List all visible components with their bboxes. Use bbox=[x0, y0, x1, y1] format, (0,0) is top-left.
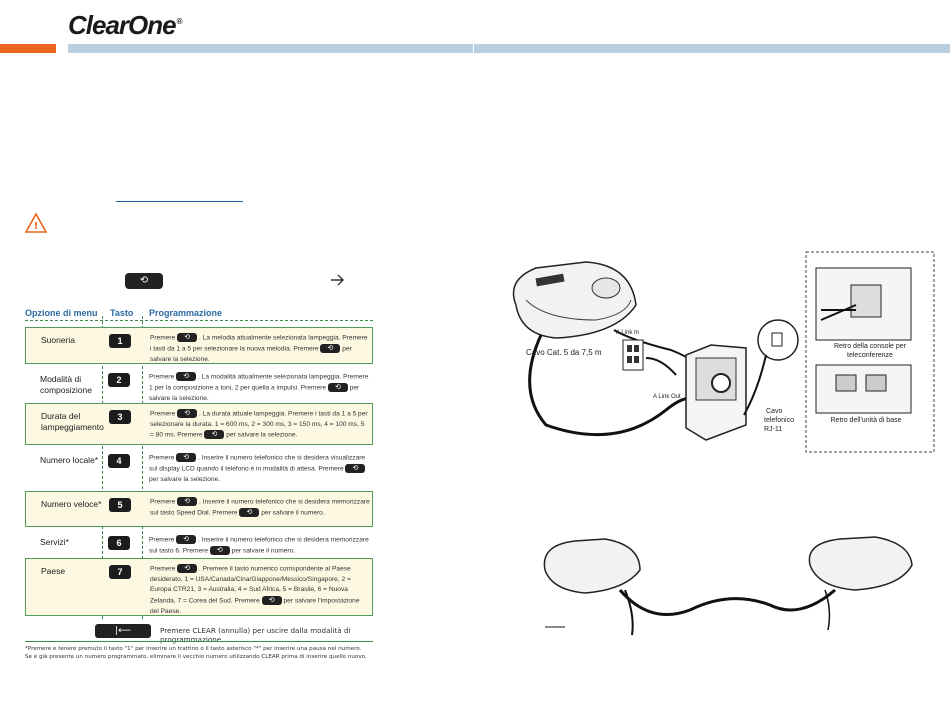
table-row bbox=[25, 530, 373, 556]
row-programming: Premere ⟲ . Inserire il numero telefonico che si desidera memorizzare sul tasto Speed Dial. Premere ⟲ per salvare il numero. bbox=[150, 498, 370, 516]
row-programming: Premere ⟲ . Premere il tasto numerico corrispondente al Paese desiderato. 1 = USA/Canada/Cina/Giappone/Messico/Singapore, 2 = Europa CTR21, 3 = Australia, 4 = Sud Africa, 5 = Brasile, 6 = Nuova Zelanda, 7 = Corea del Sud. Premere ⟲ per salvare l'impostazione del Paese. bbox=[150, 565, 360, 615]
row-label: Numero veloce* bbox=[41, 499, 102, 509]
link-in-label: A Link In bbox=[616, 330, 640, 336]
row-label: Suoneria bbox=[41, 335, 76, 345]
row-programming: Premere ⟲ . La modalità attualmente selezionata lampeggia. Premere 1 per la composizione a toni, 2 per quella a impulsi. Premere ⟲ per salvare la selezione. bbox=[149, 373, 369, 402]
logo-text: ClearOne bbox=[68, 10, 176, 40]
key-7-button: 7 bbox=[109, 565, 131, 579]
row-label: Servizi* bbox=[40, 537, 69, 547]
header-key: Tasto bbox=[110, 308, 134, 318]
hyperlink-underline[interactable] bbox=[116, 201, 243, 202]
row-programming: Premere ⟲ . La durata attuale lampeggia. Premere i tasti da 1 a 5 per selezionare la durata. 1 = 600 ms, 2 = 300 ms, 3 = 150 ms, 4 = 100 ms, 5 = 80 ms. Premere ⟲ per salvare la selezione. bbox=[150, 410, 368, 439]
svg-text:!: ! bbox=[33, 221, 39, 232]
row-programming: Premere ⟲ . La melodia attualmente selezionata lampeggia. Premere i tasti da 1 a 5 per selezionare la nuova melodia. Premere ⟲ per salvare la selezione. bbox=[150, 334, 368, 363]
row-label: Paese bbox=[41, 566, 66, 576]
table-row bbox=[25, 558, 373, 616]
header-accent-bar bbox=[0, 44, 56, 53]
link-out-label: A Link Out bbox=[653, 394, 681, 400]
key-3-button: 3 bbox=[109, 410, 131, 424]
table-row bbox=[25, 367, 373, 400]
table-row bbox=[25, 491, 373, 527]
row-label: Durata del lampeggiamento bbox=[41, 411, 104, 432]
base-back-label: Retro dell'unità di base bbox=[830, 417, 902, 424]
footnote-line-2: Se è già presente un numero programmato, eliminare il vecchio numero utilizzando CLEAR prima di inserire quello nuovo. bbox=[25, 653, 367, 660]
logo-mark: ® bbox=[176, 17, 182, 27]
header-bar bbox=[68, 44, 950, 53]
warning-icon bbox=[25, 213, 47, 233]
phone-cable-label-1: Cavo bbox=[766, 408, 783, 415]
row-programming: Premere ⟲ . Inserire il numero telefonico che si desidera visualizzare sul display LCD quando il telefono è in modalità di attesa. Premere ⟲ per salvare la selezione. bbox=[149, 454, 366, 483]
enter-arrow-icon bbox=[328, 271, 348, 289]
phone-cable-label-3: RJ-11 bbox=[764, 426, 783, 433]
program-key-icon: ⟲ bbox=[125, 273, 163, 289]
table-row bbox=[25, 327, 373, 364]
clearone-logo bbox=[68, 10, 182, 41]
header-option: Opzione di menu bbox=[25, 308, 98, 318]
phone-cable-label-2: telefonico bbox=[764, 417, 794, 424]
row-programming: Premere ⟲ . Inserire il numero telefonico che si desidera memorizzare sul tasto 6. Premere ⟲ per salvare il numero. bbox=[149, 536, 369, 554]
cat5-cable-label: Cavo Cat. 5 da 7,5 m bbox=[526, 348, 602, 357]
key-4-button: 4 bbox=[108, 454, 130, 468]
row-label: Numero locale* bbox=[40, 455, 99, 465]
row-label: Modalità di composizione bbox=[40, 374, 92, 395]
connection-diagram bbox=[496, 250, 936, 460]
daisy-chain-diagram bbox=[540, 535, 920, 645]
header-programming: Programmazione bbox=[149, 308, 223, 318]
clear-instruction: Premere CLEAR (annulla) per uscire dalla modalità di programmazione. bbox=[160, 626, 351, 644]
footnote bbox=[25, 646, 373, 661]
key-6-button: 6 bbox=[108, 536, 130, 550]
console-back-label-1: Retro della console per bbox=[834, 343, 906, 350]
clear-key-icon: |⟵ bbox=[95, 624, 151, 638]
key-5-button: 5 bbox=[109, 498, 131, 512]
key-2-button: 2 bbox=[108, 373, 130, 387]
table-row bbox=[25, 403, 373, 445]
footnote-line-1: *Premere e tenere premuto il tasto "1" per inserire un trattino o il tasto asterisco "*" per inserire una pausa nel numero. bbox=[25, 646, 362, 652]
table-row bbox=[25, 448, 373, 488]
console-back-label-2: teleconferenze bbox=[847, 352, 893, 359]
key-1-button: 1 bbox=[109, 334, 131, 348]
